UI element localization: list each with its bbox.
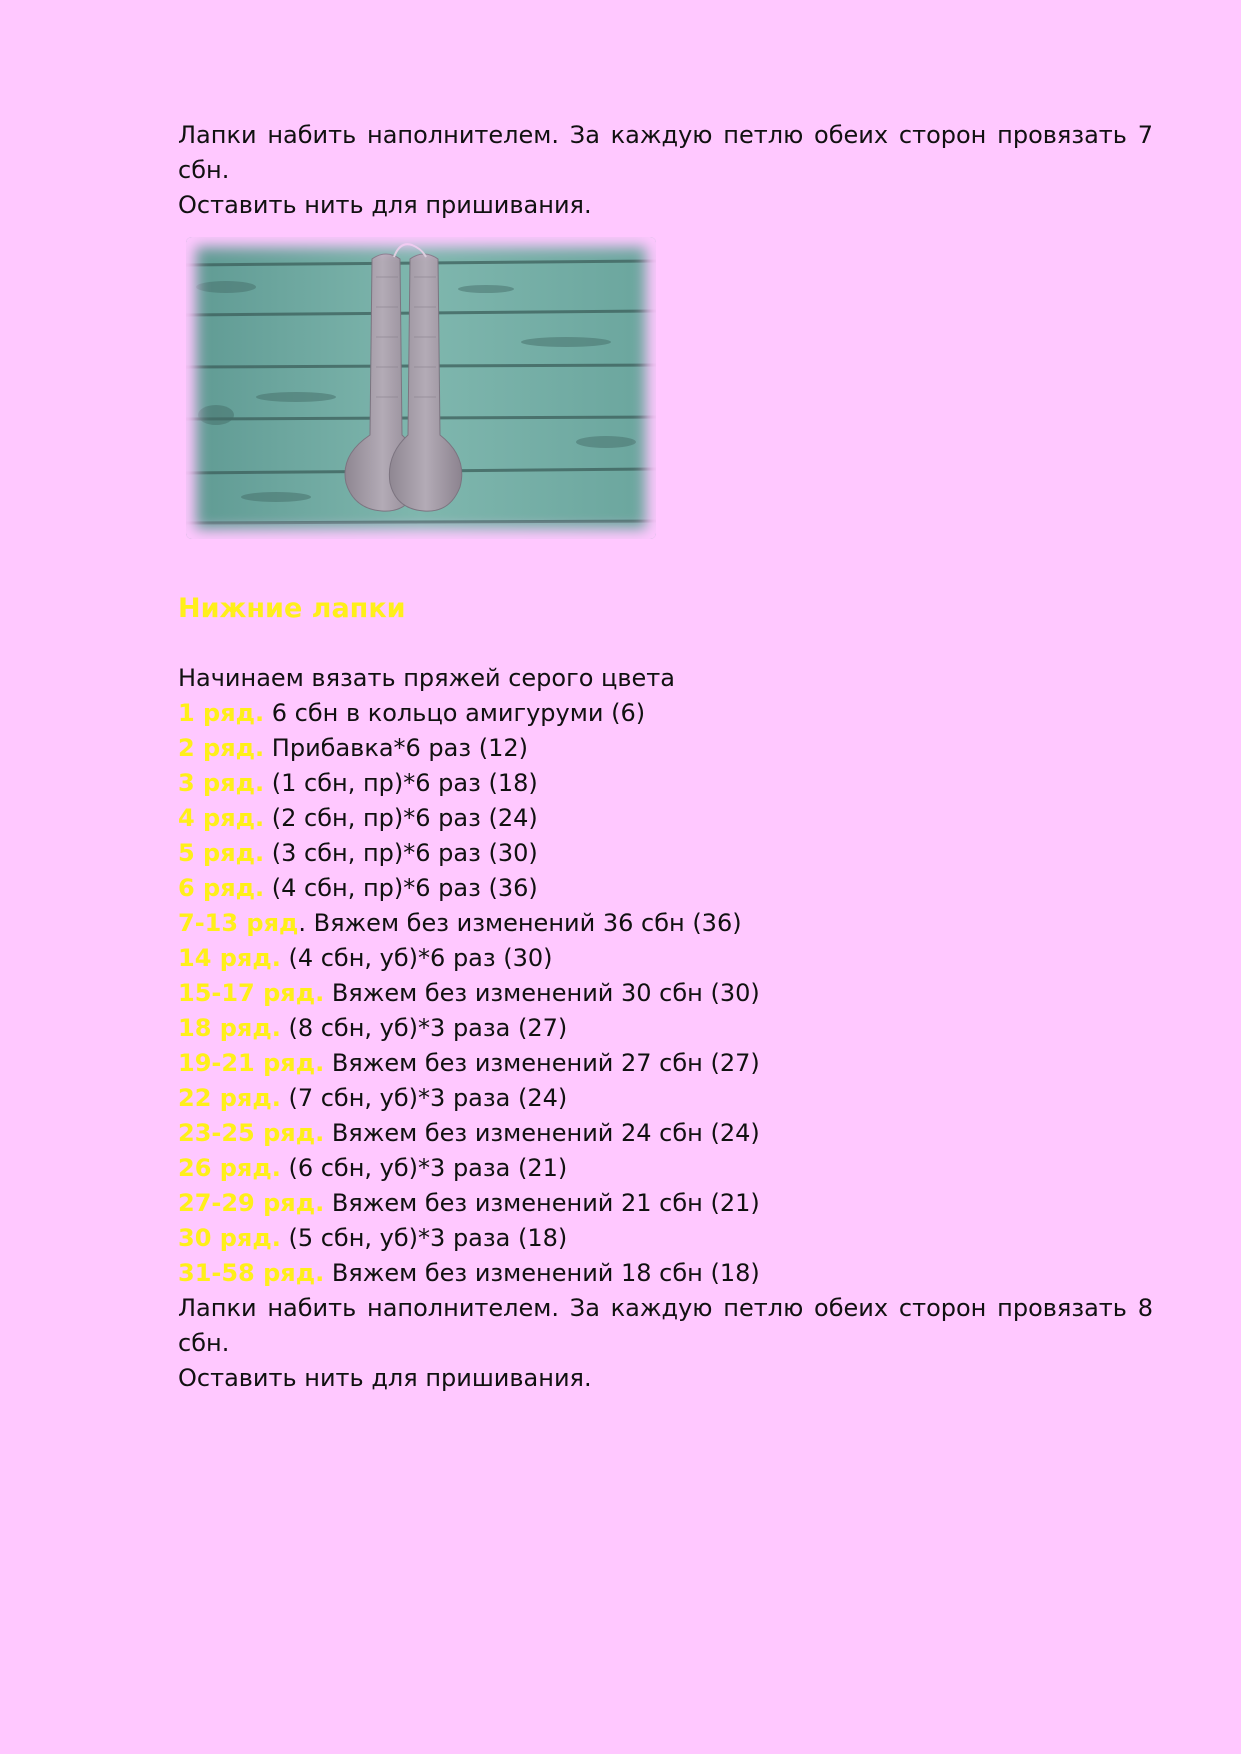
pattern-row	[178, 801, 1153, 836]
row-label: 31-58 ряд.	[178, 1259, 325, 1287]
row-label: 4 ряд.	[178, 804, 265, 832]
row-label: 18 ряд.	[178, 1014, 281, 1042]
row-instruction: Вяжем без изменений 27 сбн (27)	[324, 1049, 760, 1077]
row-label: 27-29 ряд.	[178, 1189, 325, 1217]
pattern-row	[178, 1081, 1153, 1116]
row-instruction: (5 сбн, уб)*3 раза (18)	[280, 1224, 568, 1252]
row-label: 1 ряд.	[178, 699, 265, 727]
bottom-note-line-2: Оставить нить для пришивания.	[178, 1364, 592, 1392]
row-instruction: Прибавка*6 раз (12)	[264, 734, 529, 762]
row-instruction: Вяжем без изменений 18 сбн (18)	[324, 1259, 760, 1287]
row-label: 30 ряд.	[178, 1224, 281, 1252]
row-instruction: (4 сбн, пр)*6 раз (36)	[264, 874, 538, 902]
row-instruction: Вяжем без изменений 24 сбн (24)	[324, 1119, 760, 1147]
row-instruction: (4 сбн, уб)*6 раз (30)	[280, 944, 553, 972]
row-instruction: (8 сбн, уб)*3 раза (27)	[280, 1014, 568, 1042]
pattern-row	[178, 1011, 1153, 1046]
row-label: 15-17 ряд.	[178, 979, 325, 1007]
row-instruction: 6 сбн в кольцо амигуруми (6)	[264, 699, 646, 727]
row-label: 2 ряд.	[178, 734, 265, 762]
row-instruction: (6 сбн, уб)*3 раза (21)	[280, 1154, 568, 1182]
pattern-row	[178, 906, 1153, 941]
bottom-note-line-1: Лапки набить наполнителем. За каждую петлю обеих сторон провязать 8 сбн.	[178, 1294, 1153, 1357]
top-note-line-2: Оставить нить для пришивания.	[178, 191, 592, 219]
row-instruction: . Вяжем без изменений 36 сбн (36)	[298, 909, 742, 937]
pattern-row	[178, 941, 1153, 976]
row-label: 6 ряд.	[178, 874, 265, 902]
row-label: 23-25 ряд.	[178, 1119, 325, 1147]
section-intro: Начинаем вязать пряжей серого цвета	[178, 664, 675, 692]
pattern-rows	[178, 696, 1153, 1291]
pattern-row	[178, 1151, 1153, 1186]
row-instruction: Вяжем без изменений 21 сбн (21)	[324, 1189, 760, 1217]
row-label: 14 ряд.	[178, 944, 281, 972]
pattern-row	[178, 871, 1153, 906]
row-instruction: (3 сбн, пр)*6 раз (30)	[264, 839, 538, 867]
row-label: 26 ряд.	[178, 1154, 281, 1182]
row-instruction: (2 сбн, пр)*6 раз (24)	[264, 804, 538, 832]
pattern-row	[178, 1186, 1153, 1221]
row-label: 5 ряд.	[178, 839, 265, 867]
pattern-row	[178, 1256, 1153, 1291]
top-note-line-1: Лапки набить наполнителем. За каждую петлю обеих сторон провязать 7 сбн.	[178, 121, 1153, 184]
row-label: 22 ряд.	[178, 1084, 281, 1112]
document-page	[178, 118, 1153, 1396]
pattern-row	[178, 836, 1153, 871]
pattern-row	[178, 766, 1153, 801]
pattern-row	[178, 1221, 1153, 1256]
crochet-legs-photo	[186, 237, 656, 539]
pattern-row	[178, 731, 1153, 766]
row-instruction: (1 сбн, пр)*6 раз (18)	[264, 769, 538, 797]
row-label: 3 ряд.	[178, 769, 265, 797]
pattern-row	[178, 976, 1153, 1011]
pattern-row	[178, 1116, 1153, 1151]
pattern-row	[178, 696, 1153, 731]
row-instruction: Вяжем без изменений 30 сбн (30)	[324, 979, 760, 1007]
pattern-row	[178, 1046, 1153, 1081]
section-title: Нижние лапки	[178, 593, 406, 624]
row-instruction: (7 сбн, уб)*3 раза (24)	[280, 1084, 568, 1112]
row-label: 19-21 ряд.	[178, 1049, 325, 1077]
row-label: 7-13 ряд	[178, 909, 299, 937]
